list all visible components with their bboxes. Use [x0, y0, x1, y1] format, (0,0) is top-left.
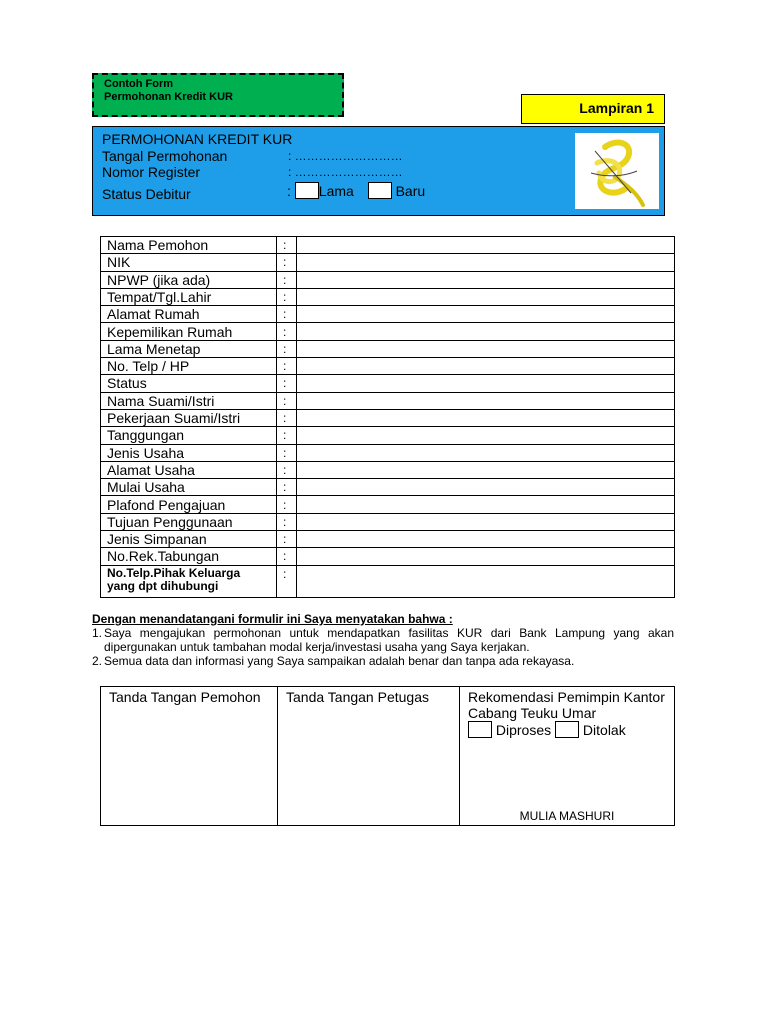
field-label: Plafond Pengajuan: [107, 496, 226, 513]
status-colon: :: [287, 183, 291, 199]
table-row[interactable]: [101, 427, 674, 444]
field-colon: :: [283, 324, 287, 339]
field-label: Tujuan Penggunaan: [107, 513, 233, 530]
field-label: Kepemilikan Rumah: [107, 323, 233, 340]
item-number: 1.: [92, 626, 103, 640]
table-row[interactable]: [101, 324, 674, 341]
table-row[interactable]: [101, 237, 674, 254]
table-row[interactable]: [101, 531, 674, 548]
branch-head-name: MULIA MASHURI: [519, 809, 615, 823]
field-colon: :: [283, 255, 287, 270]
field-colon: :: [283, 462, 287, 477]
field-label: Nama Suami/Istri: [107, 392, 215, 409]
table-row[interactable]: [101, 566, 674, 597]
recommendation-box: [460, 687, 674, 825]
table-row[interactable]: [101, 358, 674, 375]
form-header: [92, 126, 665, 216]
attachment-label: Lampiran 1: [521, 94, 665, 124]
table-row[interactable]: [101, 272, 674, 289]
field-label: NPWP (jika ada): [107, 271, 211, 288]
field-label-line-2: yang dpt dihubungi: [107, 578, 219, 593]
table-row[interactable]: [101, 479, 674, 496]
field-label: No. Telp / HP: [107, 358, 190, 375]
table-row[interactable]: [101, 375, 674, 392]
field-colon: :: [283, 428, 287, 443]
sample-form-note: [92, 73, 344, 117]
field-label: [107, 567, 240, 593]
signature-table: [100, 686, 675, 826]
officer-signature-label: Tanda Tangan Petugas: [286, 689, 429, 705]
field-colon: :: [283, 566, 287, 581]
field-colon: :: [283, 532, 287, 547]
applicant-data-table: [100, 236, 675, 598]
recommendation-options: [468, 721, 674, 738]
item-text: Semua data dan informasi yang Saya sampaikan adalah benar dan tanpa ada rekayasa.: [104, 654, 575, 668]
field-label: Jenis Usaha: [107, 444, 185, 461]
field-label: Pekerjaan Suami/Istri: [107, 410, 241, 426]
status-debitur-label: Status Debitur: [102, 186, 191, 202]
field-colon: :: [283, 341, 287, 356]
field-colon: :: [283, 238, 287, 252]
declaration-item: [92, 654, 674, 668]
field-colon: :: [283, 514, 287, 529]
table-row[interactable]: [101, 462, 674, 479]
diproses-label: Diproses: [495, 722, 552, 738]
field-label: Tempat/Tgl.Lahir: [107, 288, 212, 305]
field-label: Mulai Usaha: [107, 479, 185, 496]
table-row[interactable]: [101, 306, 674, 323]
nomor-register-field[interactable]: : ………………………: [288, 165, 403, 179]
field-label-line-1: No.Telp.Pihak Keluarga: [107, 565, 241, 580]
recommendation-line-2: Cabang Teuku Umar: [468, 705, 597, 721]
field-label: No.Rek.Tabungan: [107, 548, 220, 565]
officer-signature-box[interactable]: [278, 687, 460, 825]
field-label: Tanggungan: [107, 427, 185, 444]
field-colon: :: [283, 497, 287, 512]
table-row[interactable]: [101, 445, 674, 462]
ditolak-label: Ditolak: [582, 722, 626, 738]
field-colon: :: [283, 307, 287, 322]
column-divider: [276, 237, 277, 597]
table-row[interactable]: [101, 341, 674, 358]
item-text: Saya mengajukan permohonan untuk mendapatkan fasilitas KUR dari Bank Lampung yang akan dipergunakan untuk tambahan modal kerja/investasi usaha yang Saya kerjakan.: [104, 626, 674, 654]
field-label: Lama Menetap: [107, 340, 201, 357]
diproses-checkbox[interactable]: [468, 721, 492, 738]
baru-label: Baru: [395, 183, 426, 199]
field-colon: :: [283, 445, 287, 460]
column-divider: [296, 237, 297, 597]
field-label: Status: [107, 375, 147, 392]
status-debitur-options: [287, 182, 425, 199]
field-label: Nama Pemohon: [107, 237, 209, 253]
bank-lampung-logo-icon: [575, 133, 659, 209]
applicant-signature-label: Tanda Tangan Pemohon: [109, 689, 261, 705]
table-row[interactable]: [101, 514, 674, 531]
field-label: Alamat Rumah: [107, 306, 200, 323]
lama-label: Lama: [318, 183, 354, 199]
field-label: Jenis Simpanan: [107, 531, 207, 548]
table-row[interactable]: [101, 497, 674, 514]
field-colon: :: [283, 411, 287, 425]
item-number: 2.: [92, 654, 103, 668]
field-label: NIK: [107, 254, 131, 271]
declaration: [92, 612, 674, 668]
note-line-2: Permohonan Kredit KUR: [104, 91, 233, 103]
field-colon: :: [283, 272, 287, 287]
field-colon: :: [283, 359, 287, 374]
tanggal-permohonan-field[interactable]: : ………………………: [288, 149, 403, 163]
baru-checkbox[interactable]: [368, 182, 392, 199]
recommendation-line-1: Rekomendasi Pemimpin Kantor: [468, 689, 665, 705]
field-colon: :: [283, 376, 287, 391]
table-row[interactable]: [101, 548, 674, 565]
note-line-1: Contoh Form: [104, 78, 174, 90]
table-row[interactable]: [101, 254, 674, 271]
applicant-signature-box[interactable]: [101, 687, 278, 825]
field-colon: :: [283, 393, 287, 408]
field-colon: :: [283, 289, 287, 304]
ditolak-checkbox[interactable]: [555, 721, 579, 738]
form-title: PERMOHONAN KREDIT KUR: [102, 131, 293, 147]
field-colon: :: [283, 549, 287, 564]
declaration-title: Dengan menandatangani formulir ini Saya menyatakan bahwa :: [92, 612, 453, 626]
table-row[interactable]: [101, 410, 674, 427]
nomor-register-label: Nomor Register: [102, 164, 201, 180]
table-row[interactable]: [101, 289, 674, 306]
tanggal-permohonan-label: Tangal Permohonan: [102, 148, 228, 164]
field-colon: :: [283, 480, 287, 495]
lama-checkbox[interactable]: [295, 182, 319, 199]
table-row[interactable]: [101, 393, 674, 410]
declaration-item: [92, 626, 674, 654]
field-label: Alamat Usaha: [107, 461, 195, 478]
